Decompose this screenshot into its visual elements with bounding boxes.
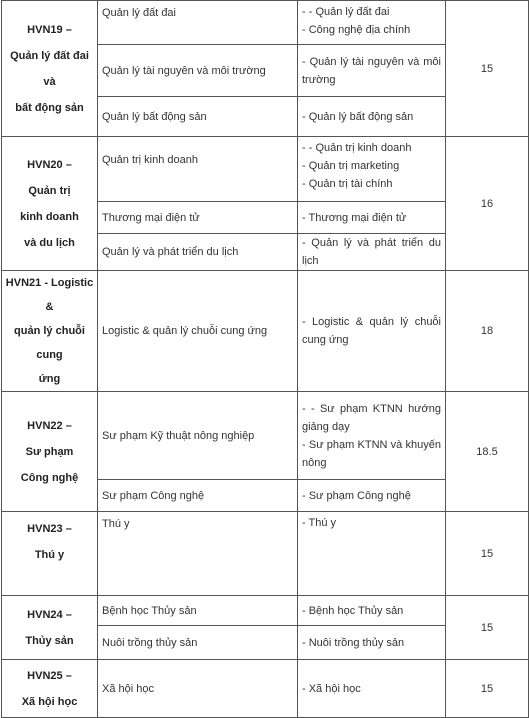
major-cell: Quản lý tài nguyên và môi trường (98, 45, 298, 97)
score-cell: 15 (446, 512, 529, 596)
specialization-cell: - - Quản trị kinh doanh - Quản trị marketing - Quản trị tài chính (298, 137, 446, 202)
major-cell: Thú y (98, 512, 298, 596)
score-cell: 18.5 (446, 392, 529, 512)
table-row (2, 137, 529, 202)
major-cell: Quản lý bất động sản (98, 97, 298, 137)
major-cell: Thương mại điện tử (98, 202, 298, 234)
group-cell: HVN22 – Sư phạm Công nghệ (2, 392, 98, 512)
group-cell: HVN23 – Thú y (2, 512, 98, 596)
group-cell: HVN24 – Thủy sản (2, 596, 98, 660)
score-cell: 15 (446, 660, 529, 718)
major-cell: Nuôi trồng thủy sản (98, 626, 298, 660)
major-cell: Logistic & quản lý chuỗi cung ứng (98, 271, 298, 392)
specialization-cell: - Sư phạm Công nghệ (298, 480, 446, 512)
specialization-cell: - - Quản lý đất đai - Công nghệ địa chính (298, 1, 446, 45)
group-cell: HVN20 – Quản trị kinh doanh và du lịch (2, 137, 98, 271)
major-cell: Sư phạm Kỹ thuật nông nghiệp (98, 392, 298, 480)
specialization-cell: - Logistic & quản lý chuỗi cung ứng (298, 271, 446, 392)
major-cell: Sư phạm Công nghệ (98, 480, 298, 512)
specialization-cell: - Nuôi trồng thủy sản (298, 626, 446, 660)
table-row (2, 1, 529, 45)
admission-score-table (1, 0, 529, 718)
group-cell: HVN19 – Quản lý đất đai và bất động sản (2, 1, 98, 137)
table-row (2, 392, 529, 480)
score-cell: 16 (446, 137, 529, 271)
table-row (2, 271, 529, 392)
specialization-cell: - Thú y (298, 512, 446, 596)
major-cell: Quản lý và phát triển du lịch (98, 234, 298, 271)
major-cell: Quản lý đất đai (98, 1, 298, 45)
score-cell: 18 (446, 271, 529, 392)
table-row (2, 512, 529, 596)
specialization-cell: - Quản lý tài nguyên và môi trường (298, 45, 446, 97)
table-row (2, 596, 529, 626)
score-cell: 15 (446, 596, 529, 660)
major-cell: Quản trị kinh doanh (98, 137, 298, 202)
major-cell: Bệnh học Thủy sản (98, 596, 298, 626)
group-cell: HVN25 – Xã hội học (2, 660, 98, 718)
table-row (2, 660, 529, 718)
major-cell: Xã hội học (98, 660, 298, 718)
score-cell: 15 (446, 1, 529, 137)
specialization-cell: - Bệnh học Thủy sản (298, 596, 446, 626)
specialization-cell: - Quản lý bất động sản (298, 97, 446, 137)
specialization-cell: - Xã hội học (298, 660, 446, 718)
specialization-cell: - Thương mại điện tử (298, 202, 446, 234)
specialization-cell: - Quản lý và phát triển du lịch (298, 234, 446, 271)
specialization-cell: - - Sư phạm KTNN hướng giảng dạy - Sư phạm KTNN và khuyến nông (298, 392, 446, 480)
group-cell: HVN21 - Logistic & quản lý chuỗi cung ứng (2, 271, 98, 392)
